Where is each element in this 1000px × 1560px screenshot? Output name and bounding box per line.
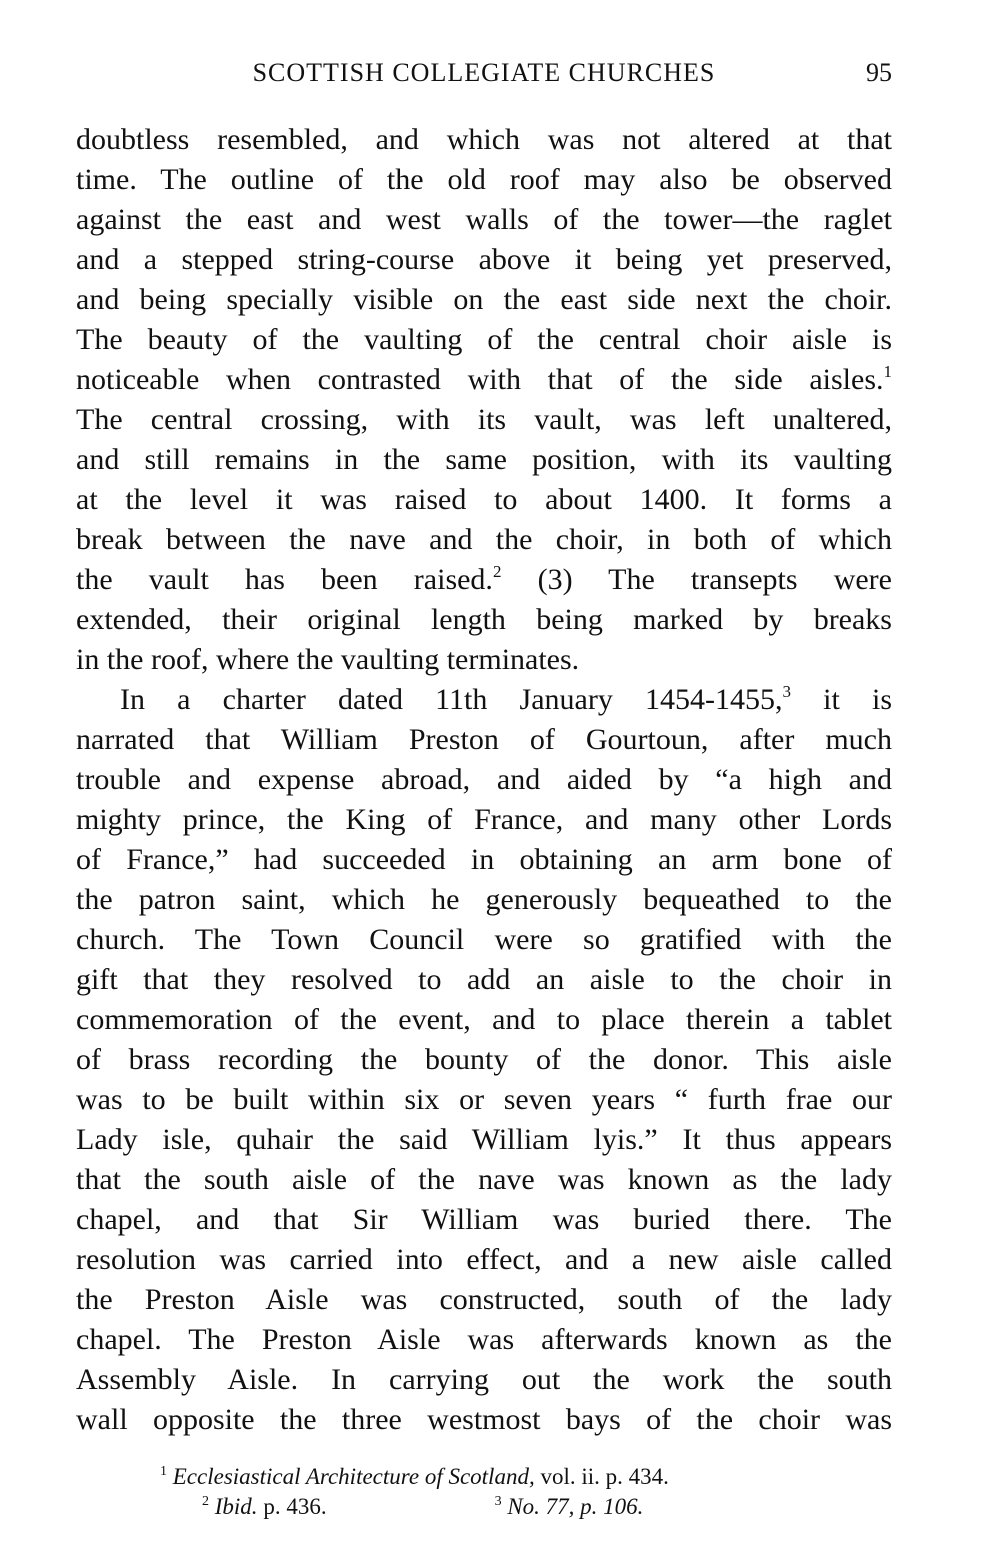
text-line: The beauty of the vaulting of the central choir aisle is xyxy=(76,323,892,356)
text-line xyxy=(76,560,892,600)
text-segment: (3) The transepts were xyxy=(501,563,892,596)
text-line: and still remains in the same position, with its vaulting xyxy=(76,443,892,476)
text-line: that the south aisle of the nave was known as the lady xyxy=(76,1163,892,1196)
footnote-ibid: Ibid. xyxy=(214,1494,258,1519)
text-line: in the roof, where the vaulting terminates. xyxy=(76,643,580,676)
text-line xyxy=(76,360,892,400)
text-segment: it is xyxy=(791,683,892,716)
text-line: wall opposite the three westmost bays of the choir was xyxy=(76,1403,892,1436)
text-line: of France,” had succeeded in obtaining an arm bone of xyxy=(76,843,892,876)
text-line: and a stepped string-course above it being yet preserved, xyxy=(76,243,892,276)
text-segment: noticeable when contrasted with that of the side aisles. xyxy=(76,363,884,396)
text-line: The central crossing, with its vault, was left unaltered, xyxy=(76,403,892,436)
footnotes xyxy=(0,1462,1000,1522)
text-line: of brass recording the bounty of the donor. This aisle xyxy=(76,1043,892,1076)
text-line: gift that they resolved to add an aisle to the choir in xyxy=(76,963,892,996)
body-text xyxy=(76,120,892,1440)
footnote-text: p. 436. xyxy=(257,1494,327,1519)
text-line: the Preston Aisle was constructed, south of the lady xyxy=(76,1283,892,1316)
text-segment: the vault has been raised. xyxy=(76,563,493,596)
text-line: the patron saint, which he generously bequeathed to the xyxy=(76,883,892,916)
text-line: doubtless resembled, and which was not altered at that xyxy=(76,123,892,156)
text-line: Lady isle, quhair the said William lyis.” It thus appears xyxy=(76,1123,892,1156)
footnote-ref-1: 1 xyxy=(883,362,892,381)
text-line: chapel. The Preston Aisle was afterwards known as the xyxy=(76,1323,892,1356)
text-line: Assembly Aisle. In carrying out the work the south xyxy=(76,1363,892,1396)
footnote-1 xyxy=(0,1462,1000,1492)
text-line: narrated that William Preston of Gourtoun, after much xyxy=(76,723,892,756)
footnote-number: No. 77, xyxy=(507,1494,575,1519)
text-line: mighty prince, the King of France, and many other Lords xyxy=(76,803,892,836)
text-line: against the east and west walls of the tower—the raglet xyxy=(76,203,892,236)
footnote-text: p. 106. xyxy=(574,1494,644,1519)
paragraph-start-line xyxy=(76,680,892,720)
running-head xyxy=(76,56,892,90)
footnote-ref-3: 3 xyxy=(782,682,791,701)
text-line: time. The outline of the old roof may also be observed xyxy=(76,163,892,196)
page-number: 95 xyxy=(866,58,892,87)
footnote-book-title: Ecclesiastical Architecture of Scotland, xyxy=(172,1464,535,1489)
text-line: break between the nave and the choir, in both of which xyxy=(76,523,892,556)
footnote-mark: 2 xyxy=(202,1494,209,1509)
text-line: was to be built within six or seven years “ furth frae our xyxy=(76,1083,892,1116)
footnote-2-and-3 xyxy=(0,1492,1000,1522)
footnote-text: vol. ii. p. 434. xyxy=(534,1464,669,1489)
footnote-mark: 1 xyxy=(160,1464,167,1479)
text-line: trouble and expense abroad, and aided by “a high and xyxy=(76,763,892,796)
text-line: commemoration of the event, and to place therein a tablet xyxy=(76,1003,892,1036)
running-title: SCOTTISH COLLEGIATE CHURCHES xyxy=(252,58,716,87)
text-line: at the level it was raised to about 1400. It forms a xyxy=(76,483,892,516)
text-line: church. The Town Council were so gratified with the xyxy=(76,923,892,956)
text-segment: In a charter dated 11th January 1454-1455, xyxy=(120,683,783,716)
text-line: and being specially visible on the east side next the choir. xyxy=(76,283,892,316)
footnote-ref-2: 2 xyxy=(492,562,502,581)
text-line: chapel, and that Sir William was buried there. The xyxy=(76,1203,892,1236)
text-line: resolution was carried into effect, and a new aisle called xyxy=(76,1243,892,1276)
footnote-mark: 3 xyxy=(494,1494,502,1509)
text-line: extended, their original length being marked by breaks xyxy=(76,603,892,636)
